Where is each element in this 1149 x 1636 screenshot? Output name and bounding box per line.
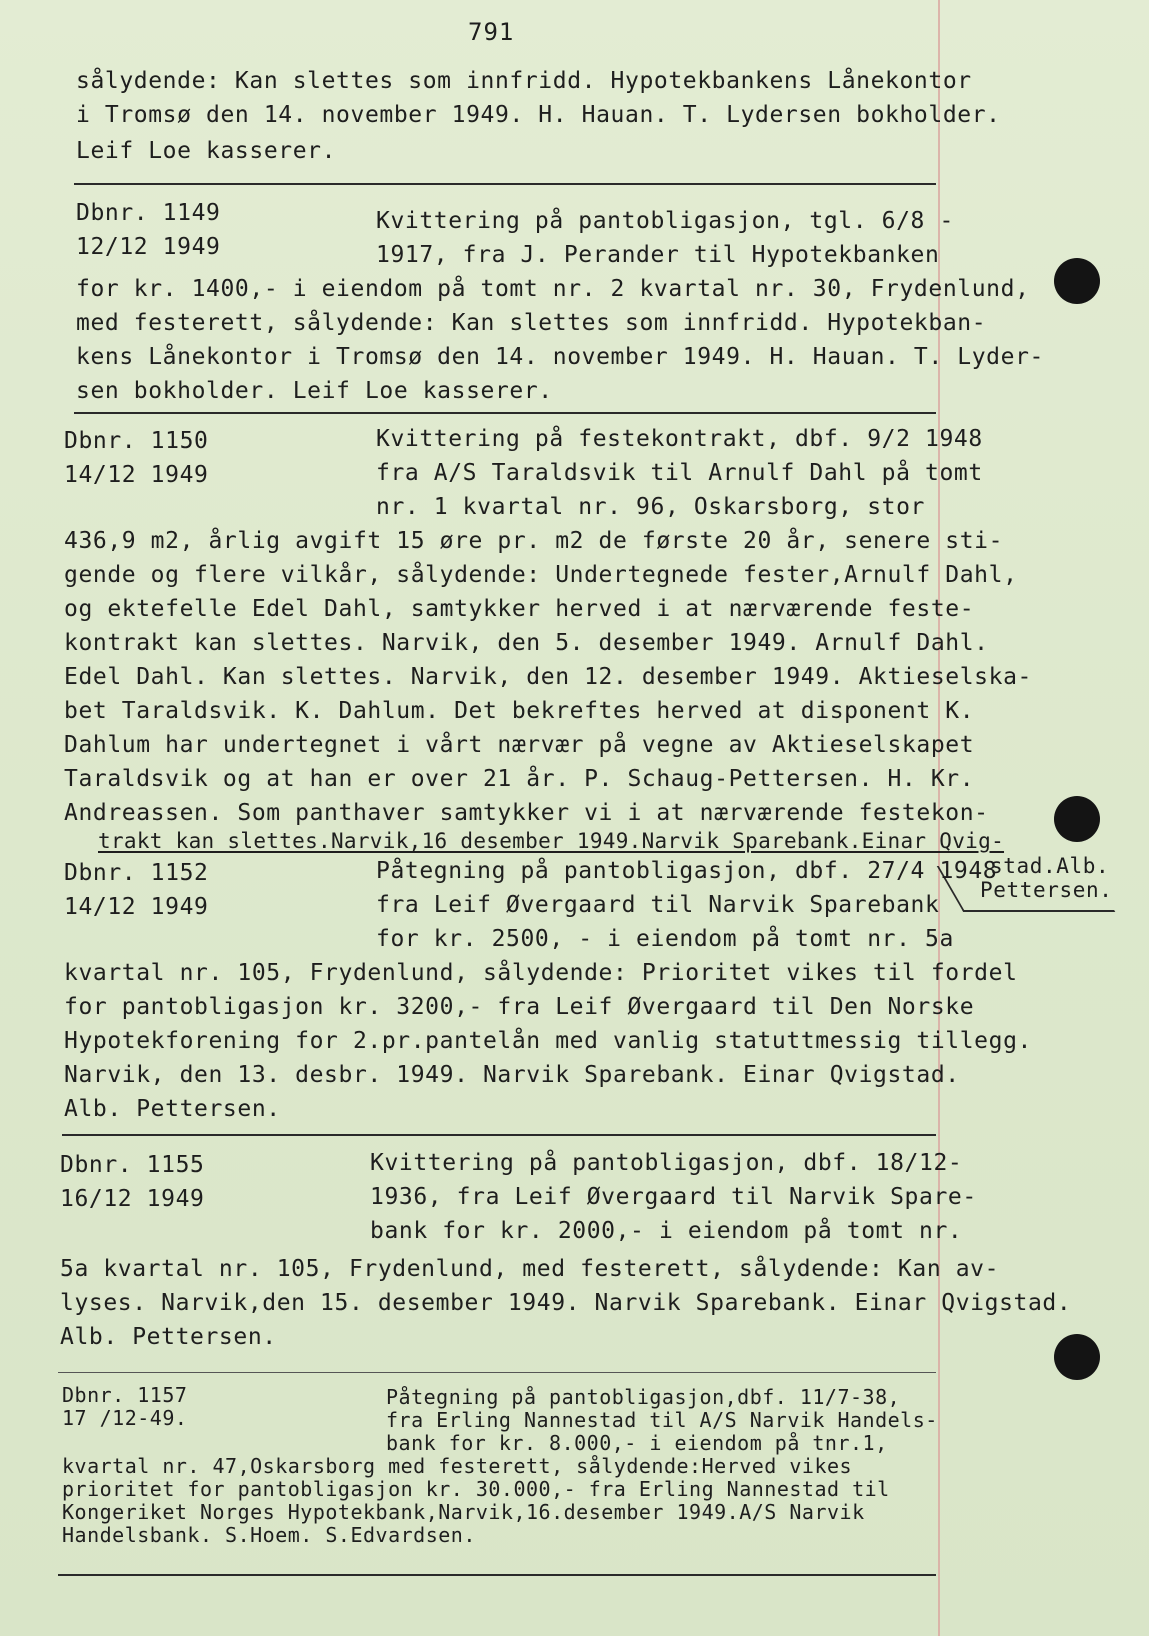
- text-line: kontrakt kan slettes. Narvik, den 5. desember 1949. Arnulf Dahl.: [64, 630, 989, 656]
- entry-heading: fra Erling Nannestad til A/S Narvik Handels-: [386, 1408, 938, 1432]
- text-line: Edel Dahl. Kan slettes. Narvik, den 12. desember 1949. Aktieselska-: [64, 664, 1032, 690]
- text-line: 436,9 m2, årlig avgift 15 øre pr. m2 de første 20 år, senere sti-: [64, 528, 1004, 554]
- punch-hole: [1054, 796, 1100, 842]
- entry-date: 16/12 1949: [60, 1186, 205, 1212]
- text-line: Handelsbank. S.Hoem. S.Edvardsen.: [62, 1523, 476, 1547]
- entry-date: 14/12 1949: [64, 894, 209, 920]
- text-line: for pantobligasjon kr. 3200,- fra Leif Øvergaard til Den Norske: [64, 994, 975, 1020]
- entry-divider: [74, 183, 936, 185]
- side-note: Pettersen.: [980, 878, 1113, 902]
- entry-heading: Påtegning på pantobligasjon, dbf. 27/4 1948: [376, 858, 998, 884]
- punch-hole: [1054, 1334, 1100, 1380]
- entry-heading: Kvittering på pantobligasjon, tgl. 6/8 -: [376, 208, 954, 234]
- text-line: Taraldsvik og at han er over 21 år. P. Schaug-Pettersen. H. Kr.: [64, 766, 975, 792]
- text-line: Leif Loe kasserer.: [76, 138, 337, 164]
- text-line: 5a kvartal nr. 105, Frydenlund, med festerett, sålydende: Kan av-: [60, 1256, 1000, 1282]
- text-line: sen bokholder. Leif Loe kasserer.: [76, 378, 553, 404]
- entry-divider: [74, 412, 936, 414]
- punch-hole: [1054, 258, 1100, 304]
- text-line: Hypotekforening for 2.pr.pantelån med vanlig statuttmessig tillegg.: [64, 1028, 1032, 1054]
- page-number: 791: [468, 18, 515, 46]
- entry-number: Dbnr. 1150: [64, 428, 209, 454]
- text-line: for kr. 1400,- i eiendom på tomt nr. 2 kvartal nr. 30, Frydenlund,: [76, 276, 1030, 302]
- text-line: gende og flere vilkår, sålydende: Undertegnede fester,Arnulf Dahl,: [64, 562, 1018, 588]
- entry-heading: bank for kr. 2000,- i eiendom på tomt nr.: [370, 1218, 963, 1244]
- entry-number: Dbnr. 1155: [60, 1152, 205, 1178]
- text-line: Alb. Pettersen.: [60, 1324, 277, 1350]
- entry-heading: Påtegning på pantobligasjon,dbf. 11/7-38,: [386, 1385, 901, 1409]
- entry-divider: [58, 1574, 936, 1576]
- entry-divider: [62, 1134, 936, 1136]
- text-line: trakt kan slettes.Narvik,16 desember 1949.Narvik Sparebank.Einar Qvig-: [98, 829, 1005, 853]
- entry-heading: Kvittering på pantobligasjon, dbf. 18/12-: [370, 1150, 963, 1176]
- entry-number: Dbnr. 1152: [64, 860, 209, 886]
- entry-heading: 1936, fra Leif Øvergaard til Narvik Spare-: [370, 1184, 977, 1210]
- text-line: lyses. Narvik,den 15. desember 1949. Narvik Sparebank. Einar Qvigstad.: [60, 1290, 1072, 1316]
- text-line: Narvik, den 13. desbr. 1949. Narvik Sparebank. Einar Qvigstad.: [64, 1062, 960, 1088]
- entry-number: Dbnr. 1157: [62, 1383, 188, 1407]
- entry-divider: [58, 1372, 936, 1373]
- entry-heading: Kvittering på festekontrakt, dbf. 9/2 1948: [376, 426, 983, 452]
- text-line: Andreassen. Som panthaver samtykker vi i at nærværende festekon-: [64, 800, 989, 826]
- side-note: stad.Alb.: [990, 854, 1110, 878]
- text-line: prioritet for pantobligasjon kr. 30.000,- fra Erling Nannestad til: [62, 1477, 890, 1501]
- entry-heading: for kr. 2500, - i eiendom på tomt nr. 5a: [376, 926, 954, 952]
- entry-heading: fra Leif Øvergaard til Narvik Sparebank: [376, 892, 940, 918]
- entry-date: 12/12 1949: [76, 234, 221, 260]
- text-line: med festerett, sålydende: Kan slettes som innfridd. Hypotekban-: [76, 310, 987, 336]
- entry-number: Dbnr. 1149: [76, 200, 221, 226]
- text-line: Kongeriket Norges Hypotekbank,Narvik,16.desember 1949.A/S Narvik: [62, 1500, 865, 1524]
- text-line: kvartal nr. 105, Frydenlund, sålydende: Prioritet vikes til fordel: [64, 960, 1018, 986]
- text-line: sålydende: Kan slettes som innfridd. Hypotekbankens Lånekontor: [76, 68, 972, 94]
- text-line: bet Taraldsvik. K. Dahlum. Det bekreftes herved at disponent K.: [64, 698, 975, 724]
- text-line: Alb. Pettersen.: [64, 1096, 281, 1122]
- text-line: Dahlum har undertegnet i vårt nærvær på vegne av Aktieselskapet: [64, 732, 975, 758]
- entry-date: 17 /12-49.: [62, 1406, 188, 1430]
- text-line: kens Lånekontor i Tromsø den 14. november 1949. H. Hauan. T. Lyder-: [76, 344, 1044, 370]
- text-line: kvartal nr. 47,Oskarsborg med festerett, sålydende:Herved vikes: [62, 1454, 853, 1478]
- entry-heading: 1917, fra J. Perander til Hypotekbanken: [376, 242, 940, 268]
- entry-heading: bank for kr. 8.000,- i eiendom på tnr.1,: [386, 1431, 888, 1455]
- entry-heading: nr. 1 kvartal nr. 96, Oskarsborg, stor: [376, 494, 925, 520]
- entry-heading: fra A/S Taraldsvik til Arnulf Dahl på tomt: [376, 460, 983, 486]
- text-line: i Tromsø den 14. november 1949. H. Hauan. T. Lydersen bokholder.: [76, 102, 1001, 128]
- entry-date: 14/12 1949: [64, 462, 209, 488]
- text-line: og ektefelle Edel Dahl, samtykker herved i at nærværende feste-: [64, 596, 975, 622]
